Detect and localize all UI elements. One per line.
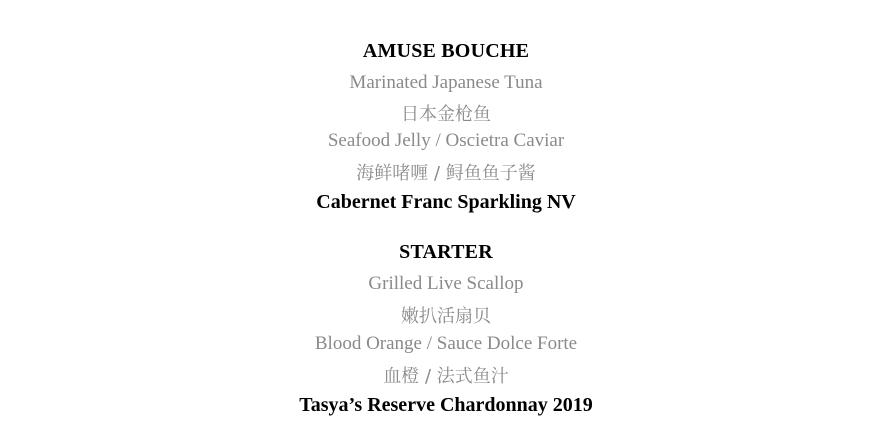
- section-title: STARTER: [399, 241, 493, 263]
- accompaniment-chinese: 血橙 / 法式鱼汁: [383, 366, 509, 387]
- accompaniment-chinese: 海鲜啫喱 / 鲟鱼鱼子酱: [356, 163, 536, 184]
- section-title: AMUSE BOUCHE: [362, 40, 530, 62]
- wine-pairing: Tasya’s Reserve Chardonnay 2019: [299, 394, 593, 416]
- accompaniment-english: Seafood Jelly / Oscietra Caviar: [327, 130, 565, 151]
- accompaniment-english: Blood Orange / Sauce Dolce Forte: [314, 333, 578, 354]
- wine-pairing: Cabernet Franc Sparkling NV: [316, 191, 576, 213]
- dish-name-english: Marinated Japanese Tuna: [349, 72, 543, 93]
- dish-name-chinese: 日本金枪鱼: [401, 104, 491, 125]
- dish-name-english: Grilled Live Scallop: [368, 273, 524, 294]
- dish-name-chinese: 嫩扒活扇贝: [401, 306, 491, 327]
